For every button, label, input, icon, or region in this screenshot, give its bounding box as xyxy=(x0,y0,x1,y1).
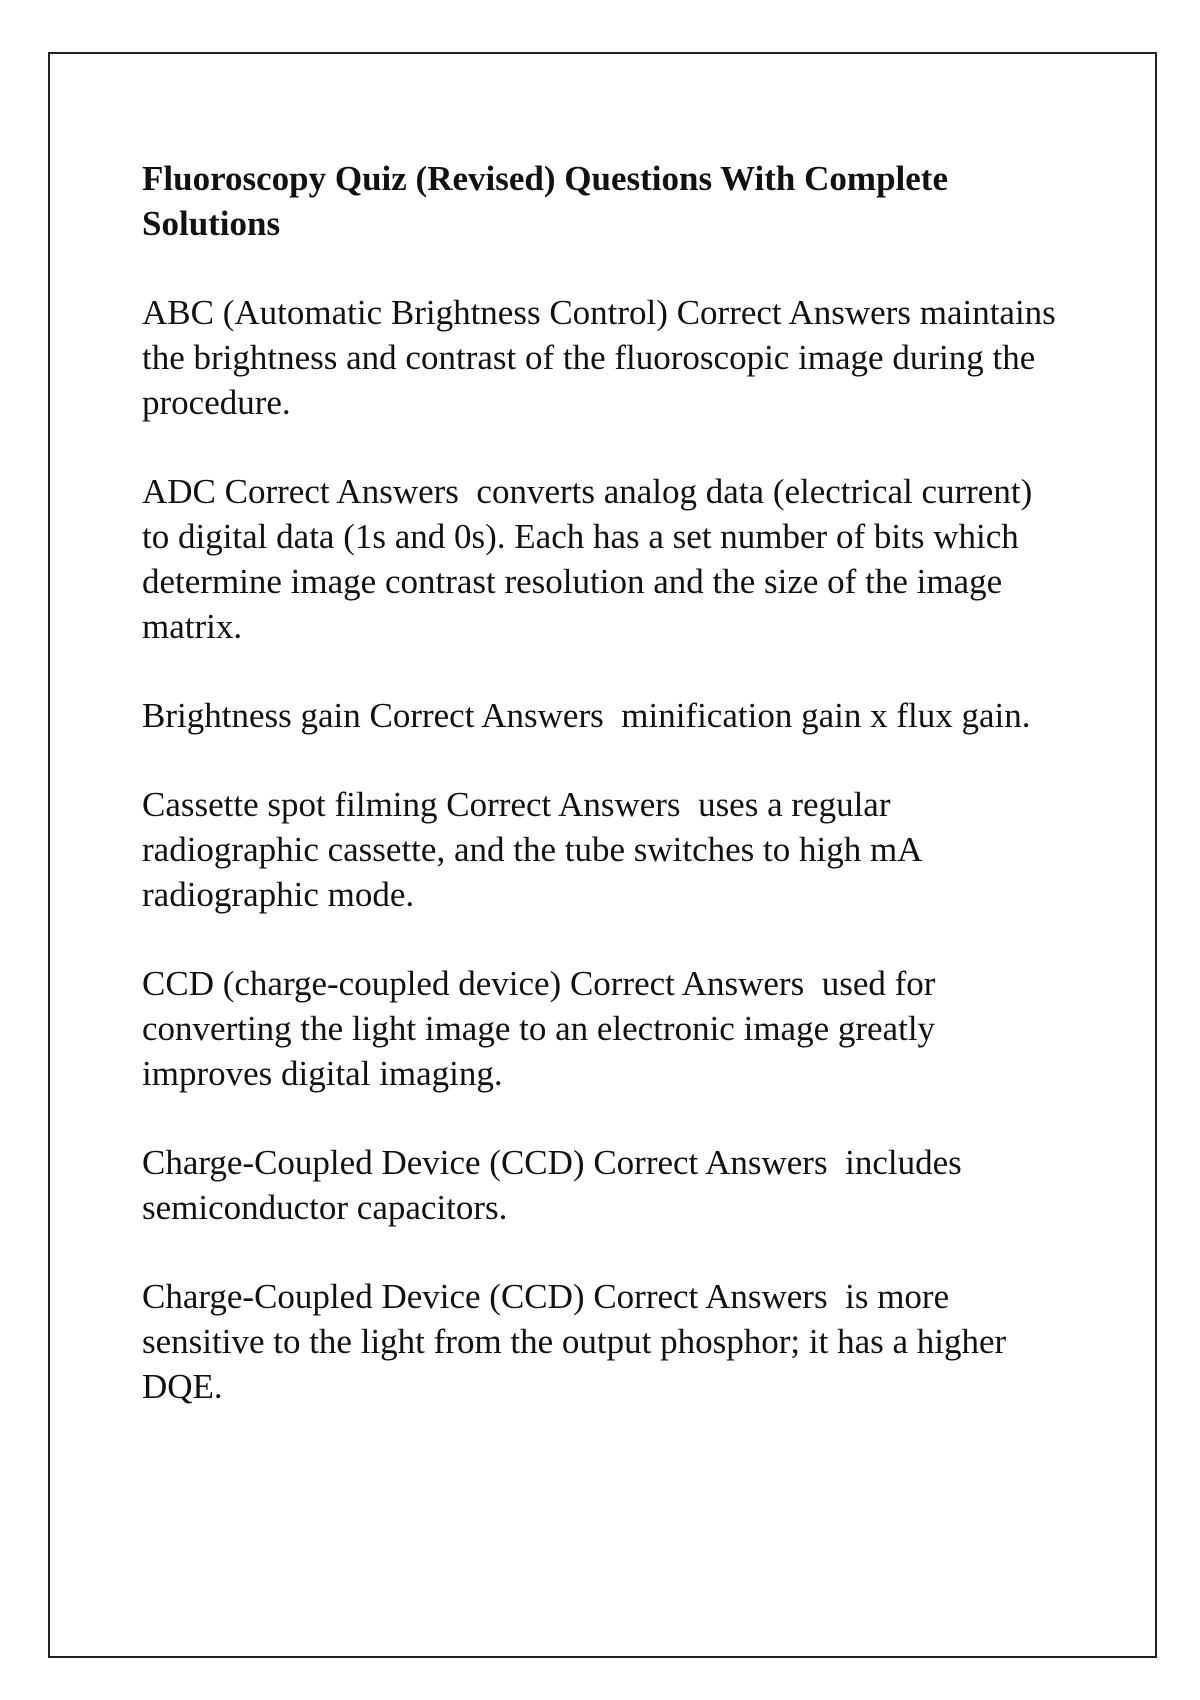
qa-label: Correct Answers xyxy=(584,1143,846,1182)
qa-term: ADC xyxy=(142,472,216,511)
qa-term: CCD (charge-coupled device) xyxy=(142,964,562,1003)
document-title: Fluoroscopy Quiz (Revised) Questions With Complete Solutions xyxy=(142,159,948,243)
qa-entry xyxy=(142,782,1062,917)
qa-term: Charge-Coupled Device (CCD) xyxy=(142,1277,585,1316)
qa-answer: converts analog data (electrical current) to digital data (1s and 0s). Each has a set number of bits which determine image contrast resolution and the size of the image matrix. xyxy=(142,472,1041,646)
qa-entry xyxy=(142,290,1065,425)
qa-answer: maintains the brightness and contrast of the fluoroscopic image during the procedure. xyxy=(142,293,1065,422)
qa-term: ABC (Automatic Brightness Control) xyxy=(142,293,668,332)
qa-answer: is more sensitive to the light from the output phosphor; it has a higher DQE. xyxy=(142,1277,1015,1406)
qa-label: Correct Answers xyxy=(584,1277,846,1316)
qa-label: Correct Answers xyxy=(215,472,477,511)
qa-term: Charge-Coupled Device (CCD) xyxy=(142,1143,585,1182)
qa-answer: used for converting the light image to an electronic image greatly improves digital imaging. xyxy=(142,964,945,1093)
qa-entry xyxy=(142,961,1062,1096)
qa-label: Correct Answers xyxy=(561,964,822,1003)
qa-answer: minification gain x flux gain. xyxy=(621,696,1031,735)
qa-answer: uses a regular radiographic cassette, and the tube switches to high mA radiographic mode. xyxy=(142,785,930,914)
qa-answer: includes semiconductor capacitors. xyxy=(142,1143,971,1227)
qa-entry xyxy=(142,693,1062,738)
qa-term: Cassette spot filming xyxy=(142,785,438,824)
qa-label: Correct Answers xyxy=(667,293,920,332)
qa-entry xyxy=(142,469,1062,649)
qa-label: Correct Answers xyxy=(437,785,699,824)
qa-entry xyxy=(142,1140,1062,1230)
qa-label: Correct Answers xyxy=(360,696,622,735)
document-content xyxy=(142,156,1065,1453)
qa-entry xyxy=(142,1274,1062,1409)
qa-term: Brightness gain xyxy=(142,696,361,735)
